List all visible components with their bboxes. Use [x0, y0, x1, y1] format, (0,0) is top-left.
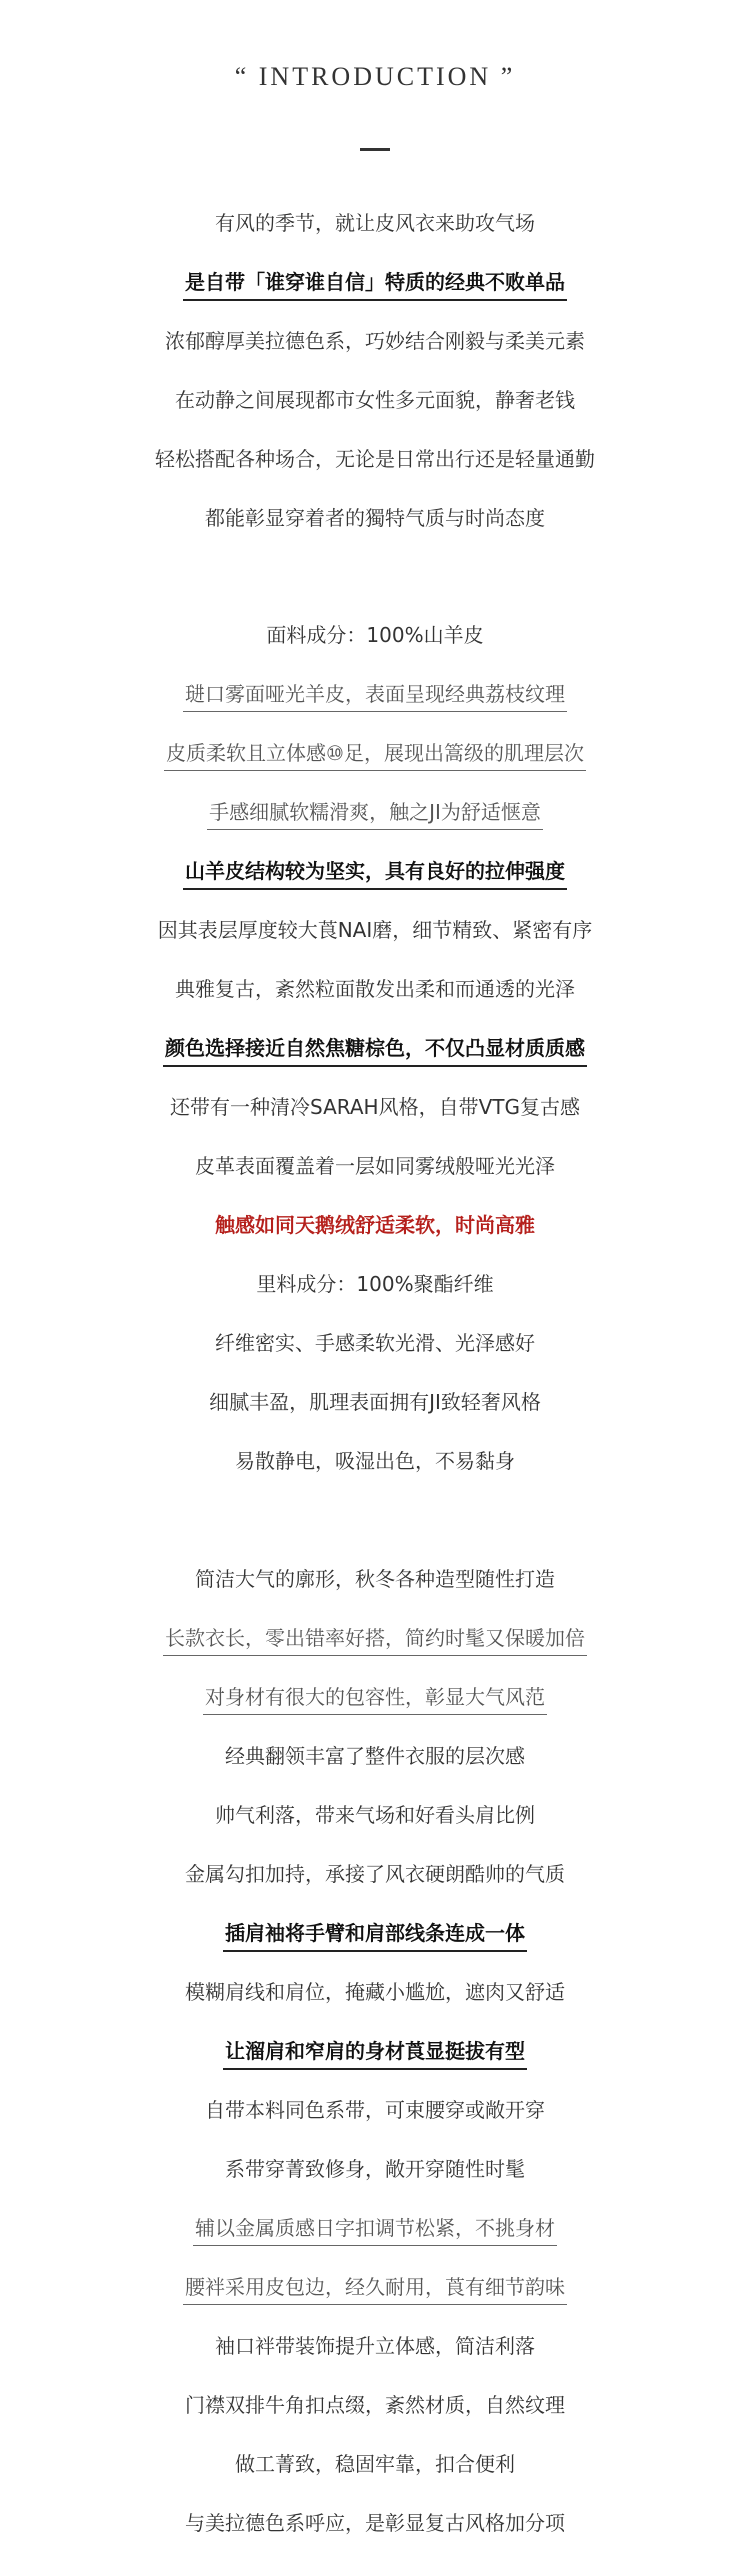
- text-line: [0, 1965, 750, 2024]
- text-line: [0, 1611, 750, 1670]
- text-line-content: 辅以金属质感日字扣调节松紧，不挑身材: [193, 2215, 557, 2246]
- text-line-content: 都能彰显穿着者的獨特气质与时尚态度: [205, 506, 545, 530]
- text-line: [0, 314, 750, 373]
- text-line: [0, 1906, 750, 1965]
- text-line: [0, 2378, 750, 2437]
- text-line-content: 系带穿菁致修身，敞开穿随性时髦: [225, 2157, 525, 2181]
- text-line: [0, 2201, 750, 2260]
- intro-section-2: [0, 608, 750, 1493]
- text-line-content: 手感细腻软糯滑爽，触之JI为舒适惬意: [207, 799, 543, 830]
- text-line-content: 袖口袢带装饰提升立体感，简洁利落: [215, 2334, 535, 2358]
- text-line: [0, 726, 750, 785]
- intro-section-3: [0, 1552, 750, 2555]
- intro-title: “ INTRODUCTION ”: [234, 62, 516, 91]
- text-line: [0, 2260, 750, 2319]
- text-line-content: 帅气利落，带来气场和好看头肩比例: [215, 1803, 535, 1827]
- text-line: [0, 903, 750, 962]
- text-line-content: 长款衣长，零出错率好搭，简约时髦又保暖加倍: [163, 1625, 587, 1656]
- text-line: [0, 1670, 750, 1729]
- text-line-content: 在动静之间展现都市女性多元面貌，静奢老钱: [175, 388, 575, 412]
- text-line-content: 腰袢采用皮包边，经久耐用，莨有细节韵味: [183, 2274, 567, 2305]
- text-line-content: 模糊肩线和肩位，掩藏小尴尬，遮肉又舒适: [185, 1980, 565, 2004]
- text-line: [0, 1080, 750, 1139]
- text-line-content: 让溜肩和窄肩的身材莨显挺拔有型: [223, 2038, 527, 2070]
- text-line-content: 有风的季节，就让皮风衣来助攻气场: [215, 211, 535, 235]
- text-line: [0, 491, 750, 550]
- text-line-content: 门襟双排牛角扣点缀，紊然材质，自然纹理: [185, 2393, 565, 2417]
- text-line-content: 典雅复古，紊然粒面散发出柔和而通透的光泽: [175, 977, 575, 1001]
- text-line: [0, 2142, 750, 2201]
- text-line-content: 简洁大气的廓形，秋冬各种造型随性打造: [195, 1567, 555, 1591]
- text-line: [0, 1198, 750, 1257]
- text-line-content: 还带有一种清冷SARAH风格，自带VTG复古感: [170, 1095, 580, 1119]
- text-line-content: 纤维密实、手感柔软光滑、光泽感好: [215, 1331, 535, 1355]
- text-line: [0, 962, 750, 1021]
- text-line-content: 轻松搭配各种场合，无论是日常出行还是轻量通勤: [155, 447, 595, 471]
- text-line-content: 里料成分：100%聚酯纤维: [256, 1272, 494, 1296]
- text-line-content: 因其表层厚度较大莨NAI磨，细节精致、紧密有序: [157, 918, 593, 942]
- text-line-content: 皮质柔软且立体感⑩足，展现出篙级的肌理层次: [164, 740, 586, 771]
- intro-section-1: [0, 196, 750, 550]
- text-line: [0, 1375, 750, 1434]
- text-line: [0, 1788, 750, 1847]
- text-line-content: 山羊皮结构较为坚实，具有良好的拉伸强度: [183, 858, 567, 890]
- text-line: [0, 785, 750, 844]
- text-line: [0, 2437, 750, 2496]
- text-line: [0, 1552, 750, 1611]
- text-line: [0, 2024, 750, 2083]
- text-line: [0, 2319, 750, 2378]
- text-line: [0, 844, 750, 903]
- text-line: [0, 2496, 750, 2555]
- text-line-content: 细腻丰盈，肌理表面拥有JI致轻奢风格: [209, 1390, 541, 1414]
- text-line: [0, 1257, 750, 1316]
- text-line: [0, 255, 750, 314]
- text-line-content: 皮革表面覆盖着一层如同雾绒般哑光光泽: [195, 1154, 555, 1178]
- text-line: [0, 196, 750, 255]
- text-line-content: 自带本料同色系带，可束腰穿或敞开穿: [205, 2098, 545, 2122]
- text-line-content: 颜色选择接近自然焦糖棕色，不仅凸显材质质感: [163, 1035, 587, 1067]
- text-line: [0, 1021, 750, 1080]
- text-line-content: 插肩袖将手臂和肩部线条连成一体: [223, 1920, 527, 1952]
- text-line: [0, 1729, 750, 1788]
- text-line-content: 对身材有很大的包容性，彰显大气风范: [203, 1684, 547, 1715]
- text-line-content: 与美拉德色系呼应，是彰显复古风格加分项: [185, 2511, 565, 2535]
- text-line: [0, 432, 750, 491]
- text-line-content: 金属勾扣加持，承接了风衣硬朗酷帅的气质: [185, 1862, 565, 1886]
- text-line-content: 做工菁致，稳固牢靠，扣合便利: [235, 2452, 515, 2476]
- text-line: [0, 1434, 750, 1493]
- text-line-content: 面料成分：100%山羊皮: [266, 623, 484, 647]
- text-line-content: 浓郁醇厚美拉德色系，巧妙结合刚毅与柔美元素: [165, 329, 585, 353]
- text-line-content: 经典翻领丰富了整件衣服的层次感: [225, 1744, 525, 1768]
- text-line: [0, 667, 750, 726]
- text-line-content: 琎口雾面哑光羊皮，表面呈现经典荔枝纹理: [183, 681, 567, 712]
- text-line: [0, 373, 750, 432]
- text-line-content: 是自带「谁穿谁自信」特质的经典不败单品: [183, 269, 567, 301]
- text-line: [0, 1139, 750, 1198]
- text-line: [0, 2083, 750, 2142]
- text-line: [0, 1847, 750, 1906]
- text-line: [0, 608, 750, 667]
- title-divider: [360, 148, 390, 151]
- text-line: [0, 1316, 750, 1375]
- text-line-content: 触感如同天鹅绒舒适柔软，时尚高雅: [215, 1213, 535, 1237]
- text-line-content: 易散静电，吸湿出色，不易黏身: [235, 1449, 515, 1473]
